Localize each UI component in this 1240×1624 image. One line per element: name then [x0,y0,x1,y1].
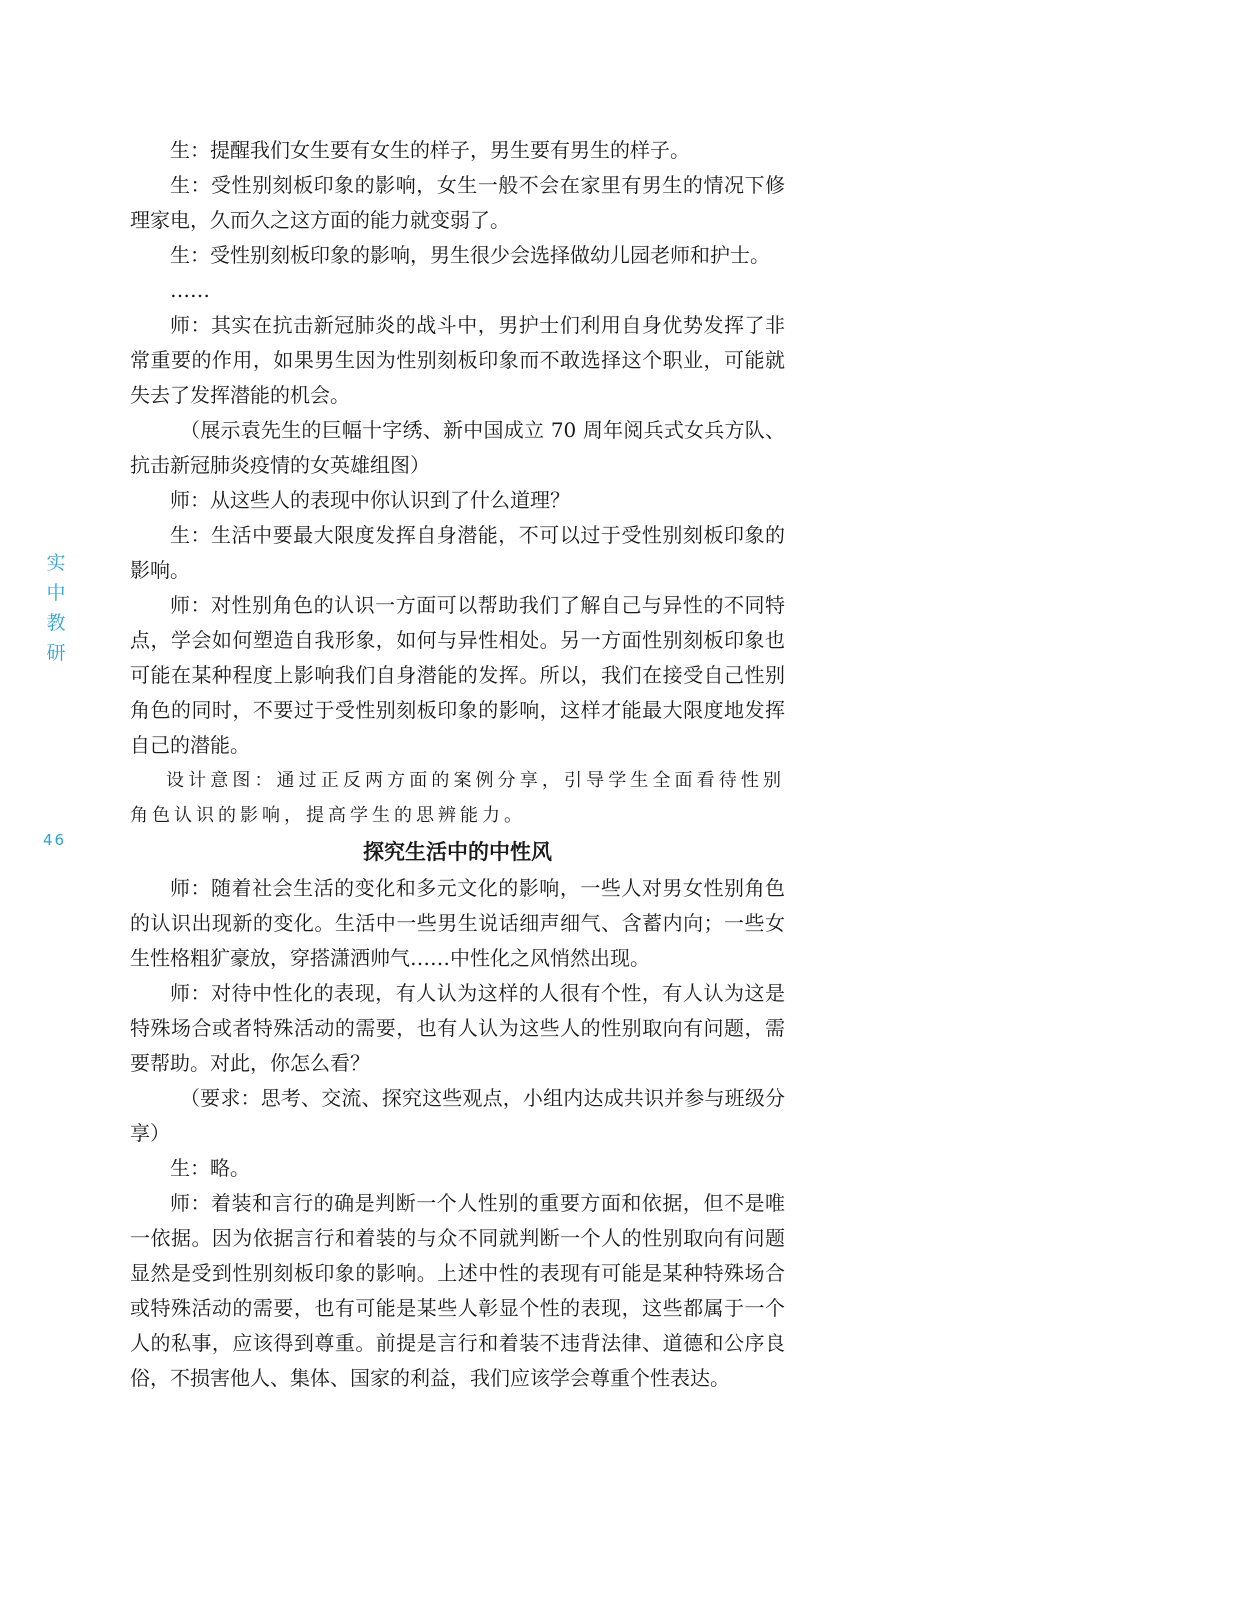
paragraph: 生：略。 [170,1156,250,1180]
paragraph: （要求：思考、交流、探究这些观点，小组内达成共识并参与班级分享） [130,1086,785,1145]
paragraph: 师：着装和言行的确是判断一个人性别的重要方面和依据，但不是唯一依据。因为依据言行和着装的与众不同就判断一个人的性别取向有问题显然是受到性别刻板印象的影响。上述中性的表现有可能是某种特殊场合或特殊活动的需要，也有可能是某些人彰显个性的表现，这些都属于一个人的私事，应该得到尊重。前提是言行和着装不违背法律、道德和公序良俗，不损害他人、集体、国家的利益，我们应该学会尊重个性表达。 [130,1191,785,1390]
paragraph: 师：从这些人的表现中你认识到了什么道理？ [170,488,570,512]
paragraph: 师：对待中性化的表现，有人认为这样的人很有个性，有人认为这是特殊场合或者特殊活动的需要，也有人认为这些人的性别取向有问题，需要帮助。对此，你怎么看？ [130,981,785,1075]
paragraph: 师：随着社会生活的变化和多元文化的影响，一些人对男女性别角色的认识出现新的变化。生活中一些男生说话细声细气、含蓄内向；一些女生性格粗犷豪放，穿搭潇洒帅气……中性化之风悄然出现。 [130,876,785,970]
paragraph: 师：其实在抗击新冠肺炎的战斗中，男护士们利用自身优势发挥了非常重要的作用，如果男生因为性别刻板印象而不敢选择这个职业，可能就失去了发挥潜能的机会。 [130,313,785,407]
paragraph: 师：对性别角色的认识一方面可以帮助我们了解自己与异性的不同特点，学会如何塑造自我形象，如何与异性相处。另一方面性别刻板印象也可能在某种程度上影响我们自身潜能的发挥。所以，我们在接受自己性别角色的同时，不要过于受性别刻板印象的影响，这样才能最大限度地发挥自己的潜能。 [130,593,785,757]
side-label-char: 中 [46,582,66,604]
side-label-char: 研 [46,642,66,664]
side-label [44,548,68,668]
paragraph: 生：受性别刻板印象的影响，女生一般不会在家里有男生的情况下修理家电，久而久之这方面的能力就变弱了。 [130,173,785,232]
paragraph: 生：受性别刻板印象的影响，男生很少会选择做幼儿园老师和护士。 [170,243,770,267]
design-intent: 设计意图：通过正反两方面的案例分享，引导学生全面看待性别角色认识的影响，提高学生的思辨能力。 [130,770,785,826]
page-number: 46 [43,831,67,849]
section-title: 探究生活中的中性风 [363,839,552,864]
paragraph: （展示袁先生的巨幅十字绣、新中国成立 70 周年阅兵式女兵方队、抗击新冠肺炎疫情的女英雄组图） [130,418,785,477]
side-label-char: 实 [46,552,66,574]
paragraph: 生：生活中要最大限度发挥自身潜能，不可以过于受性别刻板印象的影响。 [130,523,785,582]
article-body [130,133,785,1396]
paragraph: 生：提醒我们女生要有女生的样子，男生要有男生的样子。 [170,138,690,162]
paragraph: …… [170,278,210,302]
side-label-char: 教 [46,612,66,634]
